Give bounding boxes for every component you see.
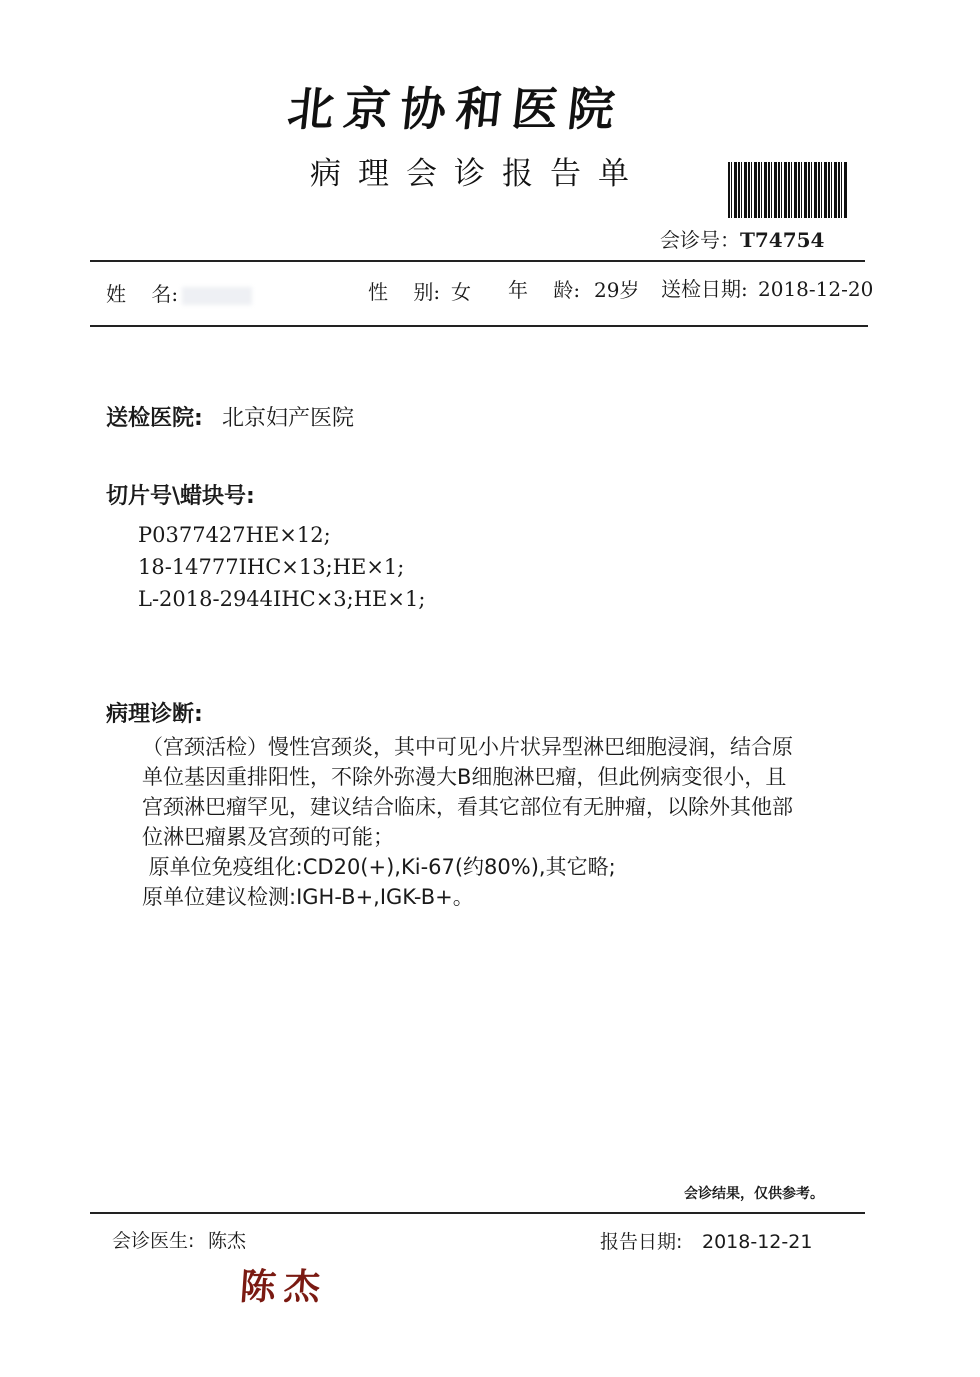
diagnosis-label: 病理诊断: [106, 702, 203, 727]
submitting-hospital-label: 送检医院: [106, 406, 203, 431]
slides-label: 切片号\蜡块号: [106, 484, 255, 509]
submit-date-value: 2018-12-20 [758, 277, 874, 301]
consult-number-value: T74754 [740, 228, 825, 252]
divider-info [90, 325, 868, 327]
doctor-value: 陈杰 [208, 1230, 247, 1252]
diagnosis-line: 单位基因重排阳性，不除外弥漫大B细胞淋巴瘤，但此例病变很小，且 [142, 765, 787, 789]
doctor-signature: 陈杰 [238, 1266, 330, 1308]
diagnosis-line: 位淋巴瘤累及宫颈的可能； [142, 825, 394, 849]
hospital-logo: 北京协和医院 [285, 82, 627, 136]
report-title: 病理会诊报告单 [310, 156, 646, 192]
consult-number [660, 226, 824, 254]
disclaimer-note: 会诊结果，仅供参考。 [684, 1186, 824, 1202]
name-label: 姓 名: [106, 280, 252, 308]
submit-date-label: 送检日期: [661, 277, 748, 301]
age-value: 29岁 [594, 278, 640, 302]
gender-label: 性 别: [368, 280, 441, 304]
divider-top [90, 260, 865, 262]
slide-line: L-2018-2944IHC×3;HE×1; [138, 587, 426, 611]
report-date-label: 报告日期: [600, 1231, 683, 1253]
redacted-name [182, 287, 252, 305]
submitting-hospital-value: 北京妇产医院 [222, 406, 355, 431]
divider-footer [90, 1212, 865, 1214]
diagnosis-line: 原单位建议检测:IGH-B+,IGK-B+。 [142, 885, 474, 909]
slide-line: P0377427HE×12; [138, 523, 331, 547]
diagnosis-line: 宫颈淋巴瘤罕见，建议结合临床，看其它部位有无肿瘤，以除外其他部 [142, 795, 793, 819]
report-date-value: 2018-12-21 [702, 1231, 813, 1253]
gender-value: 女 [451, 280, 471, 304]
diagnosis-line: 原单位免疫组化:CD20(+),Ki-67(约80%),其它略; [142, 855, 616, 879]
diagnosis-line: （宫颈活检）慢性宫颈炎，其中可见小片状异型淋巴细胞浸润，结合原 [142, 735, 793, 759]
doctor-label: 会诊医生: [112, 1230, 195, 1252]
consult-number-label: 会诊号： [660, 228, 740, 252]
slide-line: 18-14777IHC×13;HE×1; [138, 555, 405, 579]
age-label: 年 龄: [508, 278, 581, 302]
barcode [728, 162, 848, 218]
